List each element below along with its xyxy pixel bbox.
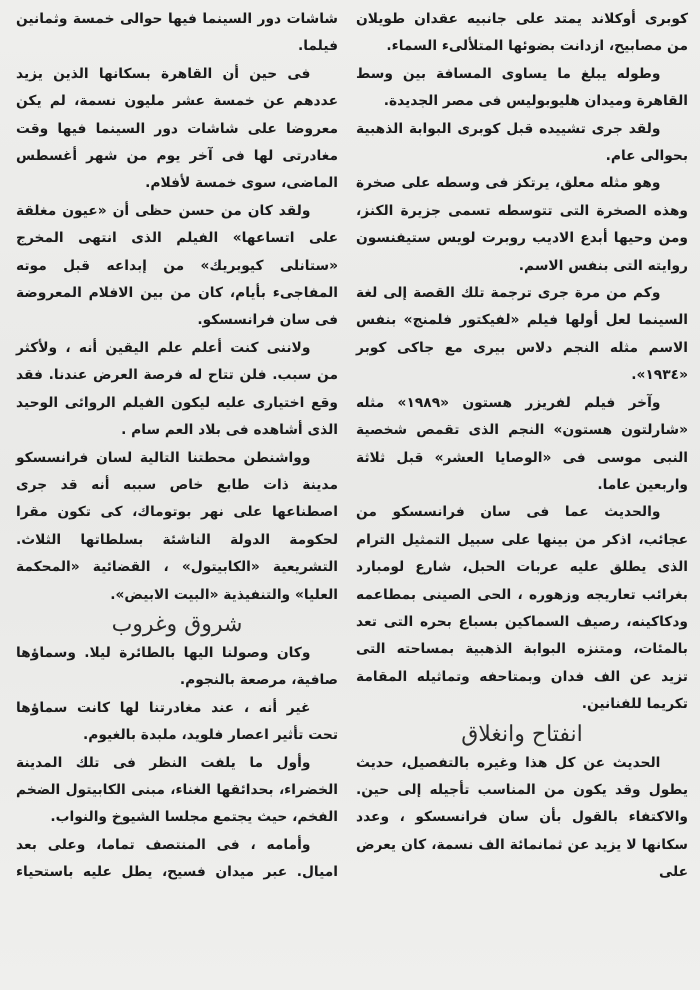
article-paragraph: غير أنه ، عند مغادرتنا لها كانت سماؤها تحت تأثير اعصار فلويد، ملبدة بالغيوم. [16,699,338,744]
article-paragraph: ولقد جرى تشييده قبل كوبرى البوابة الذهبية بحوالى عام. [356,120,688,165]
article-paragraph: وطوله يبلغ ما يساوى المسافة بين وسط القاهرة وميدان هليوبوليس فى مصر الجديدة. [356,65,688,110]
article-paragraph: كوبرى أوكلاند يمتد على جانبيه عقدان طويلان من مصابيح، ازدانت بضوئها المتلألىء السماء. [356,11,688,55]
article-paragraph: ولاننى كنت أعلم علم اليقين أنه ، ولأكثر من سبب. فلن تتاح له فرصة العرض عندنا. فقد وقع اختيارى عليه ليكون الفيلم الروائى الوحيد الذى أشاهده فى بلاد العم سام . [16,339,338,439]
article-paragraph: وأمامه ، فى المنتصف تماما، وعلى بعد اميال. عبر ميدان فسيح، يطل عليه باستحياء [16,836,338,881]
article-paragraph: والحديث عما فى سان فرانسسكو من عجائب، اذكر من بينها على سبيل التمثيل الترام الذى يطلق عليه عربات الحبل، شارع لومبارد بغرائب تعاريجه وزهوره ، الحى الصينى بمطاعمه ودكاكينه، رصيف السماكين بسباع بحره التى تعد بالمئات، ومتنزه البوابة الذهبية بمساحته التى تزيد عن الف فدان وبمتاحفه وتماثيله المقامة تكريما للفنانين. [356,504,688,713]
article-paragraph: وهو مثله معلق، يرتكز فى وسطه على صخرة وهذه الصخرة التى تتوسطه تسمى جزيرة الكنز، ومن وحيها أبدع الاديب روبرت لويس ستيفنسون روايته التى بنفس الاسم. [356,175,688,274]
article-paragraph: الحديث عن كل هذا وغيره بالتفصيل، حديث يطول وقد يكون من المناسب تأجيله إلى حين. والاكتفاء بالقول بأن سان فرانسسكو ، وعدد سكانها لا يزيد عن ثمانمائة الف نسمة، كان يعرض على [356,754,688,881]
article-paragraph: وأول ما يلفت النظر فى تلك المدينة الخضراء، بحدائقها الغناء، مبنى الكابيتول الضخم الفخم، حيث يجتمع مجلسا الشيوخ والنواب. [16,754,338,826]
article-paragraph: وكم من مرة جرى ترجمة تلك القصة إلى لغة السينما لعل أولها فيلم «لفيكتور فلمنج» بنفس الاسم مثله النجم دلاس بيرى مع جاكى كوبر «١٩٣٤». [356,285,688,384]
section-heading: شروق وغروب [111,611,243,637]
section-heading: انفتاح وانغلاق [461,721,583,747]
article-column-left [16,6,338,887]
article-paragraph: وكان وصولنا اليها بالطائرة ليلا. وسماؤها صافية، مرصعة بالنجوم. [16,644,338,689]
article-paragraph: وآخر فيلم لفريزر هستون «١٩٨٩» مثله «شارلتون هستون» النجم الذى تقمص شخصية النبى موسى فى «الوصايا العشر» قبل ثلاثة واربعين عاما. [356,394,688,493]
article-paragraph: فى حين أن القاهرة بسكانها الذين يزيد عددهم عن خمسة عشر مليون نسمة، لم يكن معروضا على شاشات دور السينما فيها وقت مغادرتى لها فى آخر يوم من شهر أغسطس الماضى، سوى خمسة لأفلام. [16,65,338,192]
article-paragraph: ولقد كان من حسن حظى أن «عيون مغلقة على اتساعها» الفيلم الذى انتهى المخرج «ستانلى كيوبريك» من إبداعه قبل موته المفاجىء بأيام، كان من بين الافلام المعروضة فى سان فرانسسكو. [16,202,338,329]
article-paragraph: وواشنطن محطتنا التالية لسان فرانسسكو مدينة ذات طابع خاص سببه أنه قد جرى اصطناعها على نهر بوتوماك، كى تكون مقرا لحكومة الدولة الناشئة بسلطاتها الثلاث. التشريعية «الكابيتول» ، القضائية «المحكمة العليا» والتنفيذية «البيت الابيض». [16,449,338,603]
article-column-right [356,6,688,887]
article-paragraph: شاشات دور السينما فيها حوالى خمسة وثمانين فيلما. [16,11,338,55]
